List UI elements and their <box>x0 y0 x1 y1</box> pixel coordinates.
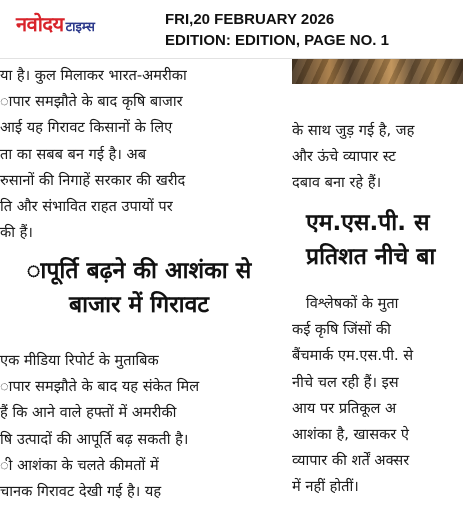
text-line: व्यापार की शर्तें अक्सर <box>292 452 410 470</box>
subheading-line: एम.एस.पी. स <box>306 210 430 236</box>
edition-line: EDITION: EDITION, PAGE NO. 1 <box>165 32 389 49</box>
text-line: दबाव बना रहे हैं। <box>292 174 382 192</box>
text-line: और ऊंचे व्यापार स्ट <box>292 148 396 166</box>
right-paragraph-2 <box>292 291 413 501</box>
left-paragraph-2 <box>0 348 199 505</box>
right-subheading <box>306 206 435 274</box>
left-paragraph-1 <box>0 63 187 246</box>
text-line: ी आशंका के चलते कीमतों में <box>0 456 159 474</box>
logo-sub-text: टाइम्स <box>65 20 95 35</box>
edition-meta <box>165 9 389 51</box>
text-line: चानक गिरावट देखी गई है। यह <box>0 483 162 501</box>
text-line: ापार समझौते के बाद यह संकेत मिल <box>0 378 200 396</box>
text-line: ापार समझौते के बाद कृषि बाजार <box>0 93 183 111</box>
logo-main-text: नवोदय <box>16 12 64 36</box>
text-line: में नहीं होतीं। <box>292 478 359 496</box>
right-paragraph-1 <box>292 118 414 197</box>
left-subheading <box>0 254 278 322</box>
subheading-line: बाजार में गिरावट <box>69 292 209 318</box>
text-line: आय पर प्रतिकूल अ <box>292 399 397 417</box>
text-line: नीचे चल रही हैं। इस <box>292 373 399 391</box>
text-line: ता का सबब बन गई है। अब <box>0 145 147 163</box>
text-line: आशंका है, खासकर ऐ <box>292 426 409 444</box>
text-line: रुसानों की निगाहें सरकार की खरीद <box>0 171 186 189</box>
text-line: आई यह गिरावट किसानों के लिए <box>0 119 173 137</box>
text-line: हैं कि आने वाले हफ्तों में अमरीकी <box>0 404 177 422</box>
text-line: कई कृषि जिंसों की <box>292 321 391 339</box>
subheading-line: प्रतिशत नीचे बा <box>306 244 436 270</box>
text-line: विश्लेषकों के मुता <box>292 295 399 312</box>
text-line: एक मीडिया रिपोर्ट के मुताबिक <box>0 352 159 369</box>
newspaper-logo <box>16 10 95 36</box>
text-line: षि उत्पादों की आपूर्ति बढ़ सकती है। <box>0 430 189 448</box>
article-page <box>0 58 463 523</box>
text-line: की हैं। <box>0 224 33 242</box>
text-line: या है। कुल मिलाकर भारत-अमरीका <box>0 67 187 84</box>
text-line: बैंचमार्क एम.एस.पी. से <box>292 347 414 365</box>
masthead <box>0 0 463 59</box>
article-photo <box>292 58 463 84</box>
text-line: ति और संभावित राहत उपायों पर <box>0 198 173 216</box>
subheading-line: ापूर्ति बढ़ने की आशंका से <box>26 258 252 284</box>
date-line: FRI,20 FEBRUARY 2026 <box>165 11 335 28</box>
text-line: के साथ जुड़ गई है, जह <box>292 122 415 139</box>
